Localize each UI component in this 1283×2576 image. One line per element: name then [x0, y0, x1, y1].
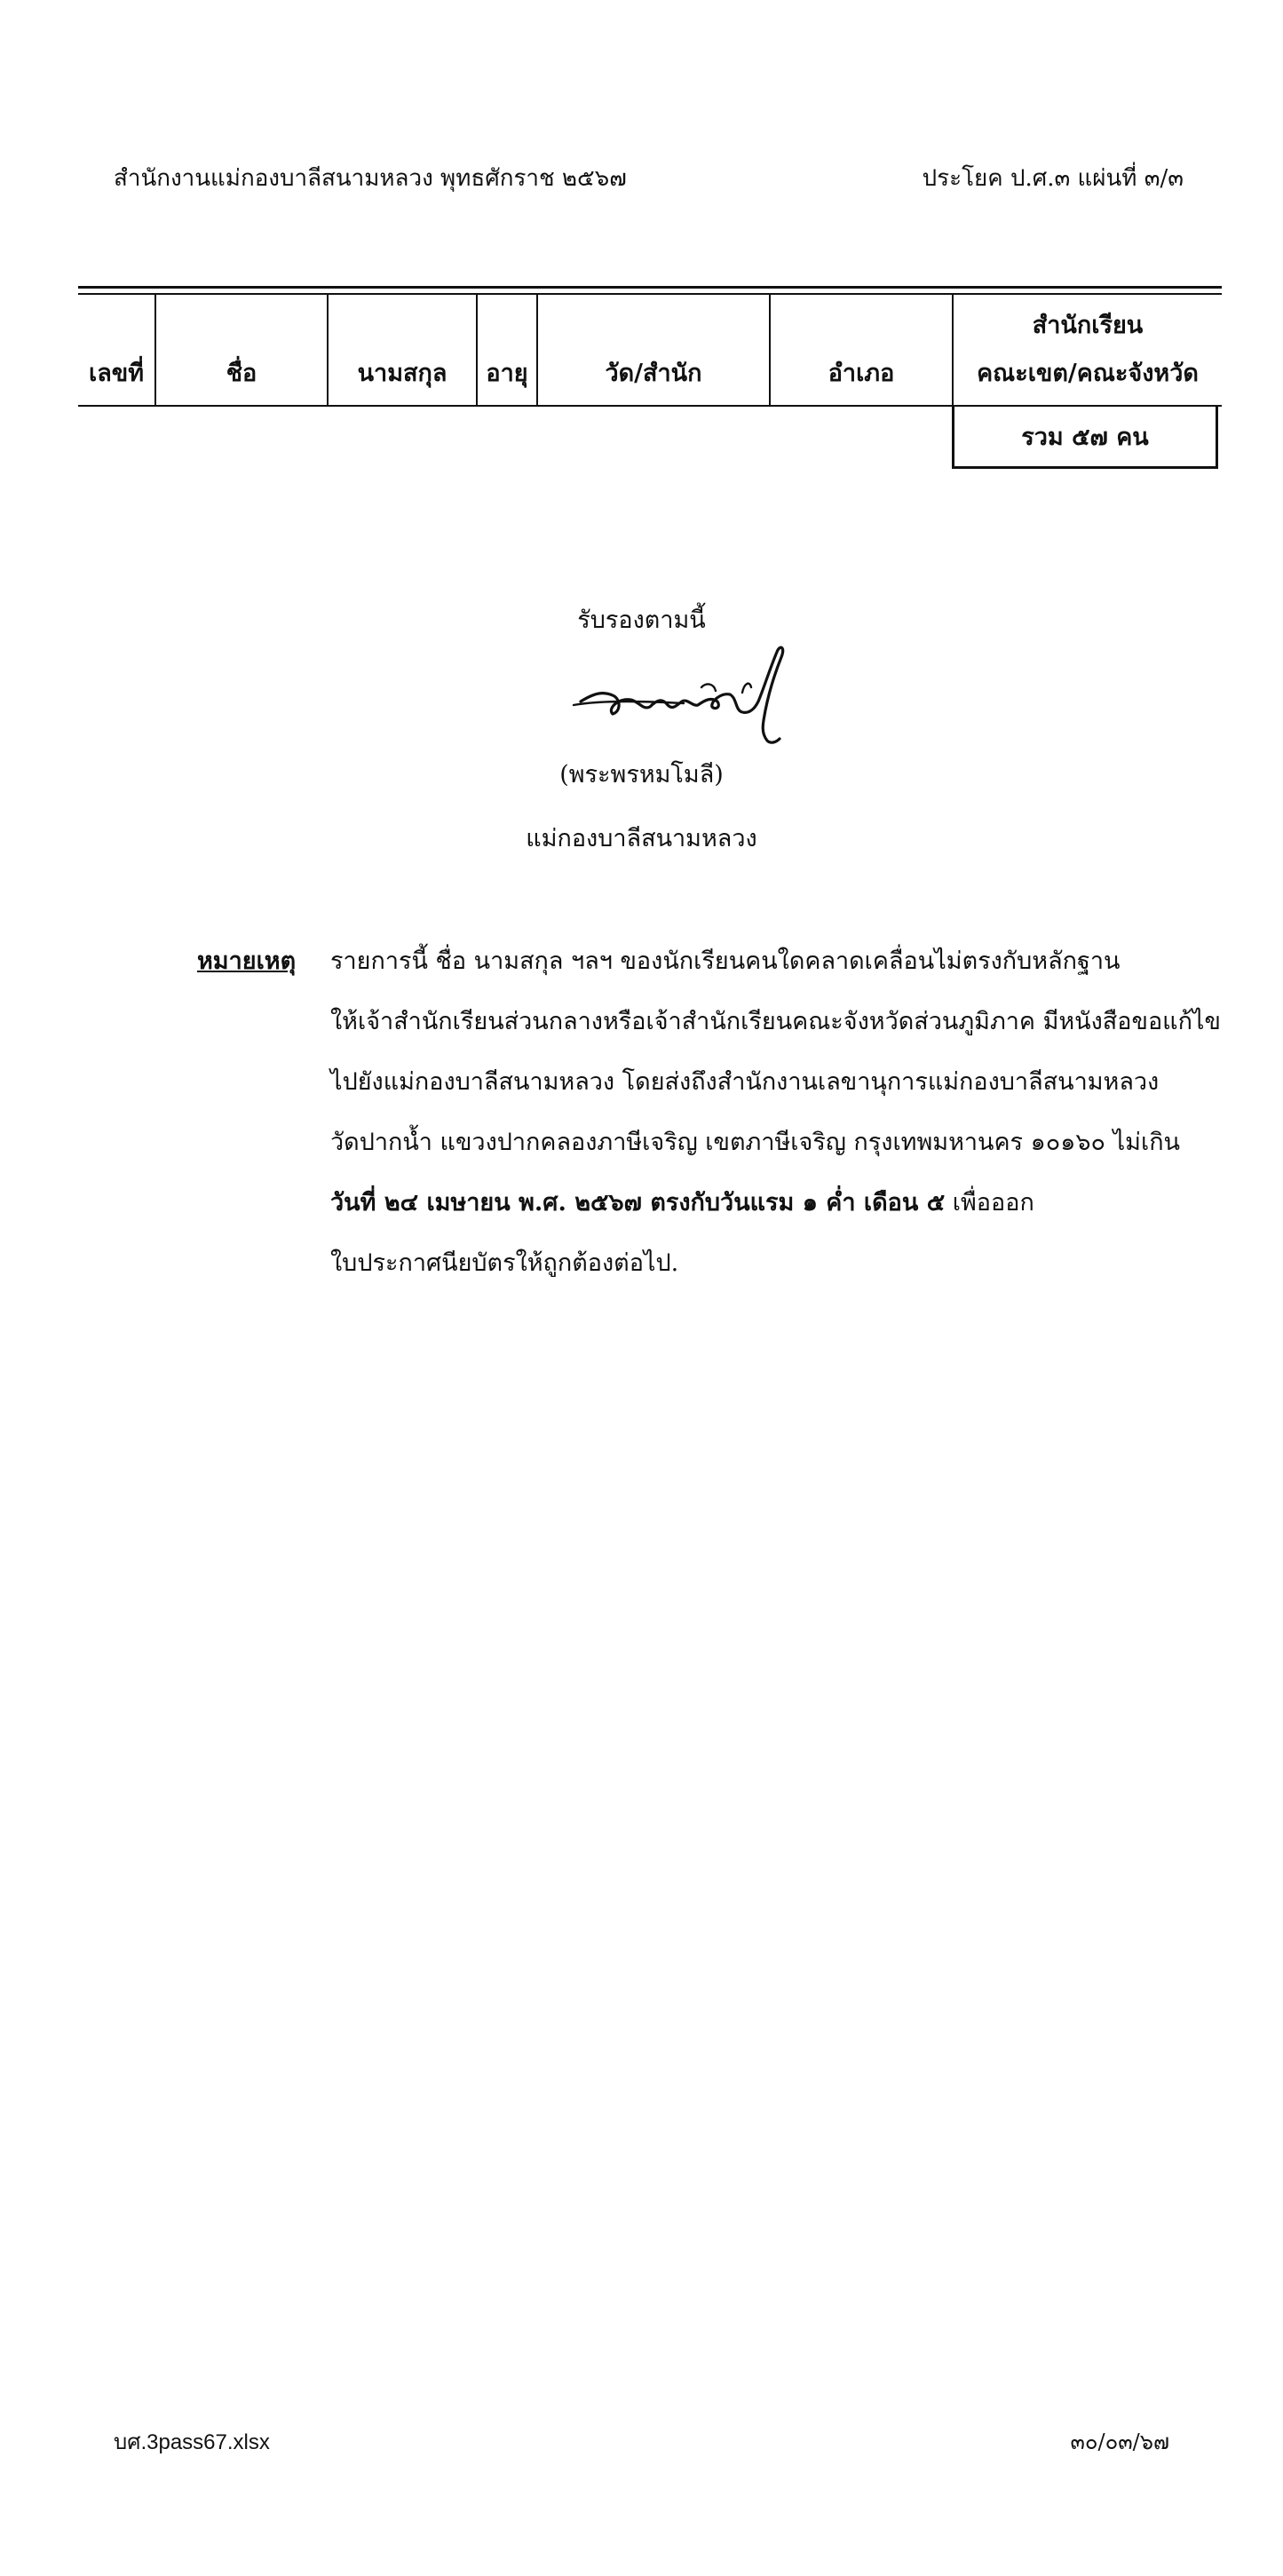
column-header-age: อายุ: [486, 360, 528, 387]
signature-image: [568, 639, 817, 755]
remark-line: ใบประกาศนียบัตรให้ถูกต้องต่อไป.: [330, 1249, 679, 1277]
column-header-office-line2: คณะเขต/คณะจังหวัด: [977, 360, 1199, 387]
print-date: ๓๐/๐๓/๖๗: [1070, 2429, 1169, 2454]
remark-line: วัดปากน้ำ แขวงปากคลองภาษีเจริญ เขตภาษีเจริญ กรุงเทพมหานคร ๑๐๑๖๐ ไม่เกิน: [330, 1129, 1180, 1156]
signer-name: (พระพรหมโมลี): [559, 761, 724, 789]
remark-label: หมายเหตุ: [197, 947, 297, 975]
column-header-temple: วัด/สำนัก: [605, 360, 702, 387]
table-top-rule: [78, 286, 1222, 289]
remark-deadline: วันที่ ๒๔ เมษายน พ.ศ. ๒๕๖๗ ตรงกับวันแรม ๑ ค่ำ เดือน ๕: [330, 1189, 946, 1217]
column-header-name: ชื่อ: [226, 360, 257, 387]
certify-text: รับรองตามนี้: [577, 606, 706, 634]
column-header-no: เลขที่: [88, 360, 145, 387]
remark-line: รายการนี้ ชื่อ นามสกุล ฯลฯ ของนักเรียนคนใดคลาดเคลื่อนไม่ตรงกับหลักฐาน: [330, 947, 1121, 975]
column-header-surname: นามสกุล: [357, 360, 447, 387]
remark-line: ให้เจ้าสำนักเรียนส่วนกลางหรือเจ้าสำนักเรียนคณะจังหวัดส่วนภูมิภาค มีหนังสือขอแก้ไข: [330, 1008, 1221, 1035]
sheet-label: ประโยค ป.ศ.๓ แผ่นที่ ๓/๓: [922, 165, 1184, 192]
column-header-district: อำเภอ: [828, 360, 895, 387]
remark-deadline-line: [330, 1183, 1034, 1221]
table-top-rule-inner: [78, 293, 1222, 295]
total-count: รวม ๕๗ คน: [952, 405, 1218, 469]
column-header-office-line1: สำนักเรียน: [1032, 312, 1144, 339]
signer-position: แม่กองบาลีสนามหลวง: [526, 825, 757, 852]
remark-line: ไปยังแม่กองบาลีสนามหลวง โดยส่งถึงสำนักงานเลขานุการแม่กองบาลีสนามหลวง: [330, 1068, 1160, 1096]
file-name: บศ.3pass67.xlsx: [114, 2430, 270, 2454]
office-header: สำนักงานแม่กองบาลีสนามหลวง พุทธศักราช ๒๕๖๗: [114, 165, 627, 192]
remark-deadline-tail: เพื่อออก: [945, 1189, 1034, 1217]
